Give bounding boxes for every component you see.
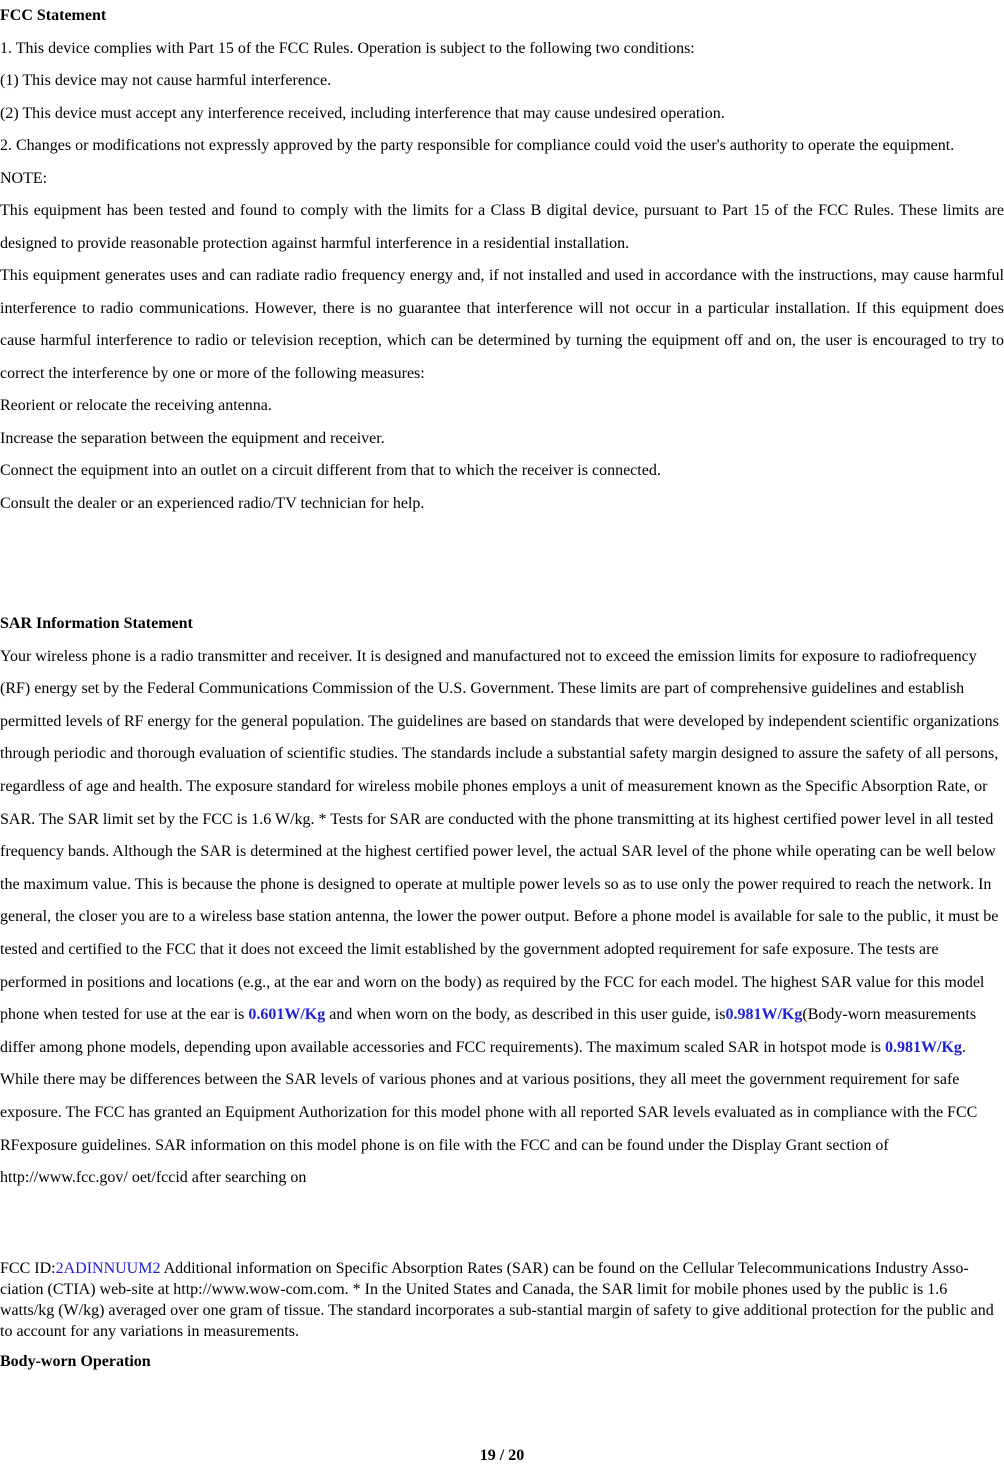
sar-text: . While there may be differences between the SAR levels of various phones and at various positions, they all meet the government requirement for safe exposure. The FCC has granted an Equipment Authorization for this model phone with all reported SAR levels evaluated as in compliance with the FCC RFexposure guidelines. SAR information on this model phone is on file with the FCC and can be found under the Display Grant section of http://www.fcc.gov/ oet/fccid after searching on — [0, 1038, 978, 1187]
sar-information-section — [0, 608, 1004, 1195]
measure-item: Connect the equipment into an outlet on a circuit different from that to which the receiver is connected. — [0, 462, 661, 479]
sar-hotspot-value: 0.981W/Kg — [885, 1038, 962, 1056]
fcc-condition-2: (2) This device must accept any interference received, including interference that may cause undesired operation. — [0, 104, 725, 122]
interference-paragraph: This equipment generates uses and can radiate radio frequency energy and, if not installed and used in accordance with the instructions, may cause harmful interference to radio communications. However, there is no guarantee that interference will not occur in a particular installation. If this equipment does cause harmful interference to radio or television reception, which can be determined by turning the equipment off and on, the user is encouraged to try to correct the interference by one or more of the following measures: — [0, 267, 1004, 382]
note-label: NOTE: — [0, 169, 48, 187]
sar-paragraph — [0, 641, 1004, 1195]
measure-item: Increase the separation between the equipment and receiver. — [0, 429, 385, 447]
fcc-id-section — [0, 1258, 1004, 1342]
class-b-compliance-paragraph: This equipment has been tested and found to comply with the limits for a Class B digital device, pursuant to Part 15 of the FCC Rules. These limits are designed to provide reasonable protection against harmful interference in a residential installation. — [0, 202, 1004, 252]
fcc-statement-section — [0, 0, 1004, 520]
fcc-id-value: 2ADINNUUM2 — [55, 1260, 161, 1277]
fcc-condition-1: (1) This device may not cause harmful interference. — [0, 72, 332, 89]
sar-text: Your wireless phone is a radio transmitter and receiver. It is designed and manufactured not to exceed the emission limits for exposure to radiofrequency (RF) energy set by the Federal Communications Commission of the U.S. Government. These limits are part of comprehensive guidelines and establish permitted levels of RF energy for the general population. The guidelines are based on standards that were developed by independent scientific organizations through periodic and thorough evaluation of scientific studies. The standards include a substantial safety margin designed to assure the safety of all persons, regardless of age and health. The exposure standard for wireless mobile phones employs a unit of measurement known as the Specific Absorption Rate, or SAR. The SAR limit set by the FCC is 1.6 W/kg. * Tests for SAR are conducted with the phone transmitting at its highest certified power level in all tested frequency bands. Although the SAR is determined at the highest certified power level, the actual SAR level of the phone while operating can be well below the maximum value. This is because the phone is designed to operate at multiple power levels so as to use only the power required to reach the network. In general, the closer you are to a wireless base station antenna, the lower the power output. Before a phone model is available for sale to the public, it must be tested and certified to the FCC that it does not exceed the limit established by the government adopted requirement for safe exposure. The tests are performed in positions and locations (e.g., at the ear and worn on the body) as required by the FCC for each model. The highest SAR value for this model phone when tested for use at the ear is — [0, 647, 999, 1024]
sar-text: (Body-worn measurements differ among phone models, depending upon available accessories and FCC requirements). The maximum scaled SAR in hotspot mode is — [0, 1006, 977, 1056]
fcc-id-paragraph — [0, 1258, 1004, 1342]
sar-additional-info: Additional information on Specific Absorption Rates (SAR) can be found on the Cellular Telecommunications Industry Asso-ciation (CTIA) web-site at http://www.wow-com.com. * In the United States and Canada, the SAR limit for mobile phones used by the public is 1.6 watts/kg (W/kg) averaged over one gram of tissue. The standard incorporates a sub-stantial margin of safety to give additional protection for the public and to account for any variations in measurements. — [0, 1260, 994, 1340]
fcc-condition-intro: 1. This device complies with Part 15 of the FCC Rules. Operation is subject to the following two conditions: — [0, 39, 695, 57]
fcc-modifications-warning: 2. Changes or modifications not expressly approved by the party responsible for compliance could void the user's authority to operate the equipment. — [0, 137, 955, 154]
sar-body-value: 0.981W/Kg — [725, 1006, 803, 1024]
measure-item: Reorient or relocate the receiving antenna. — [0, 397, 272, 414]
fcc-id-label: FCC ID: — [0, 1260, 56, 1277]
sar-heading: SAR Information Statement — [0, 615, 193, 632]
measure-item: Consult the dealer or an experienced radio/TV technician for help. — [0, 494, 425, 512]
body-worn-section — [0, 1352, 1004, 1372]
page-number: 19 / 20 — [479, 1447, 525, 1464]
sar-text: and when worn on the body, as described in this user guide, is — [325, 1006, 726, 1024]
sar-ear-value: 0.601W/Kg — [248, 1006, 326, 1024]
fcc-statement-heading: FCC Statement — [0, 7, 107, 24]
body-worn-heading: Body-worn Operation — [0, 1353, 151, 1370]
